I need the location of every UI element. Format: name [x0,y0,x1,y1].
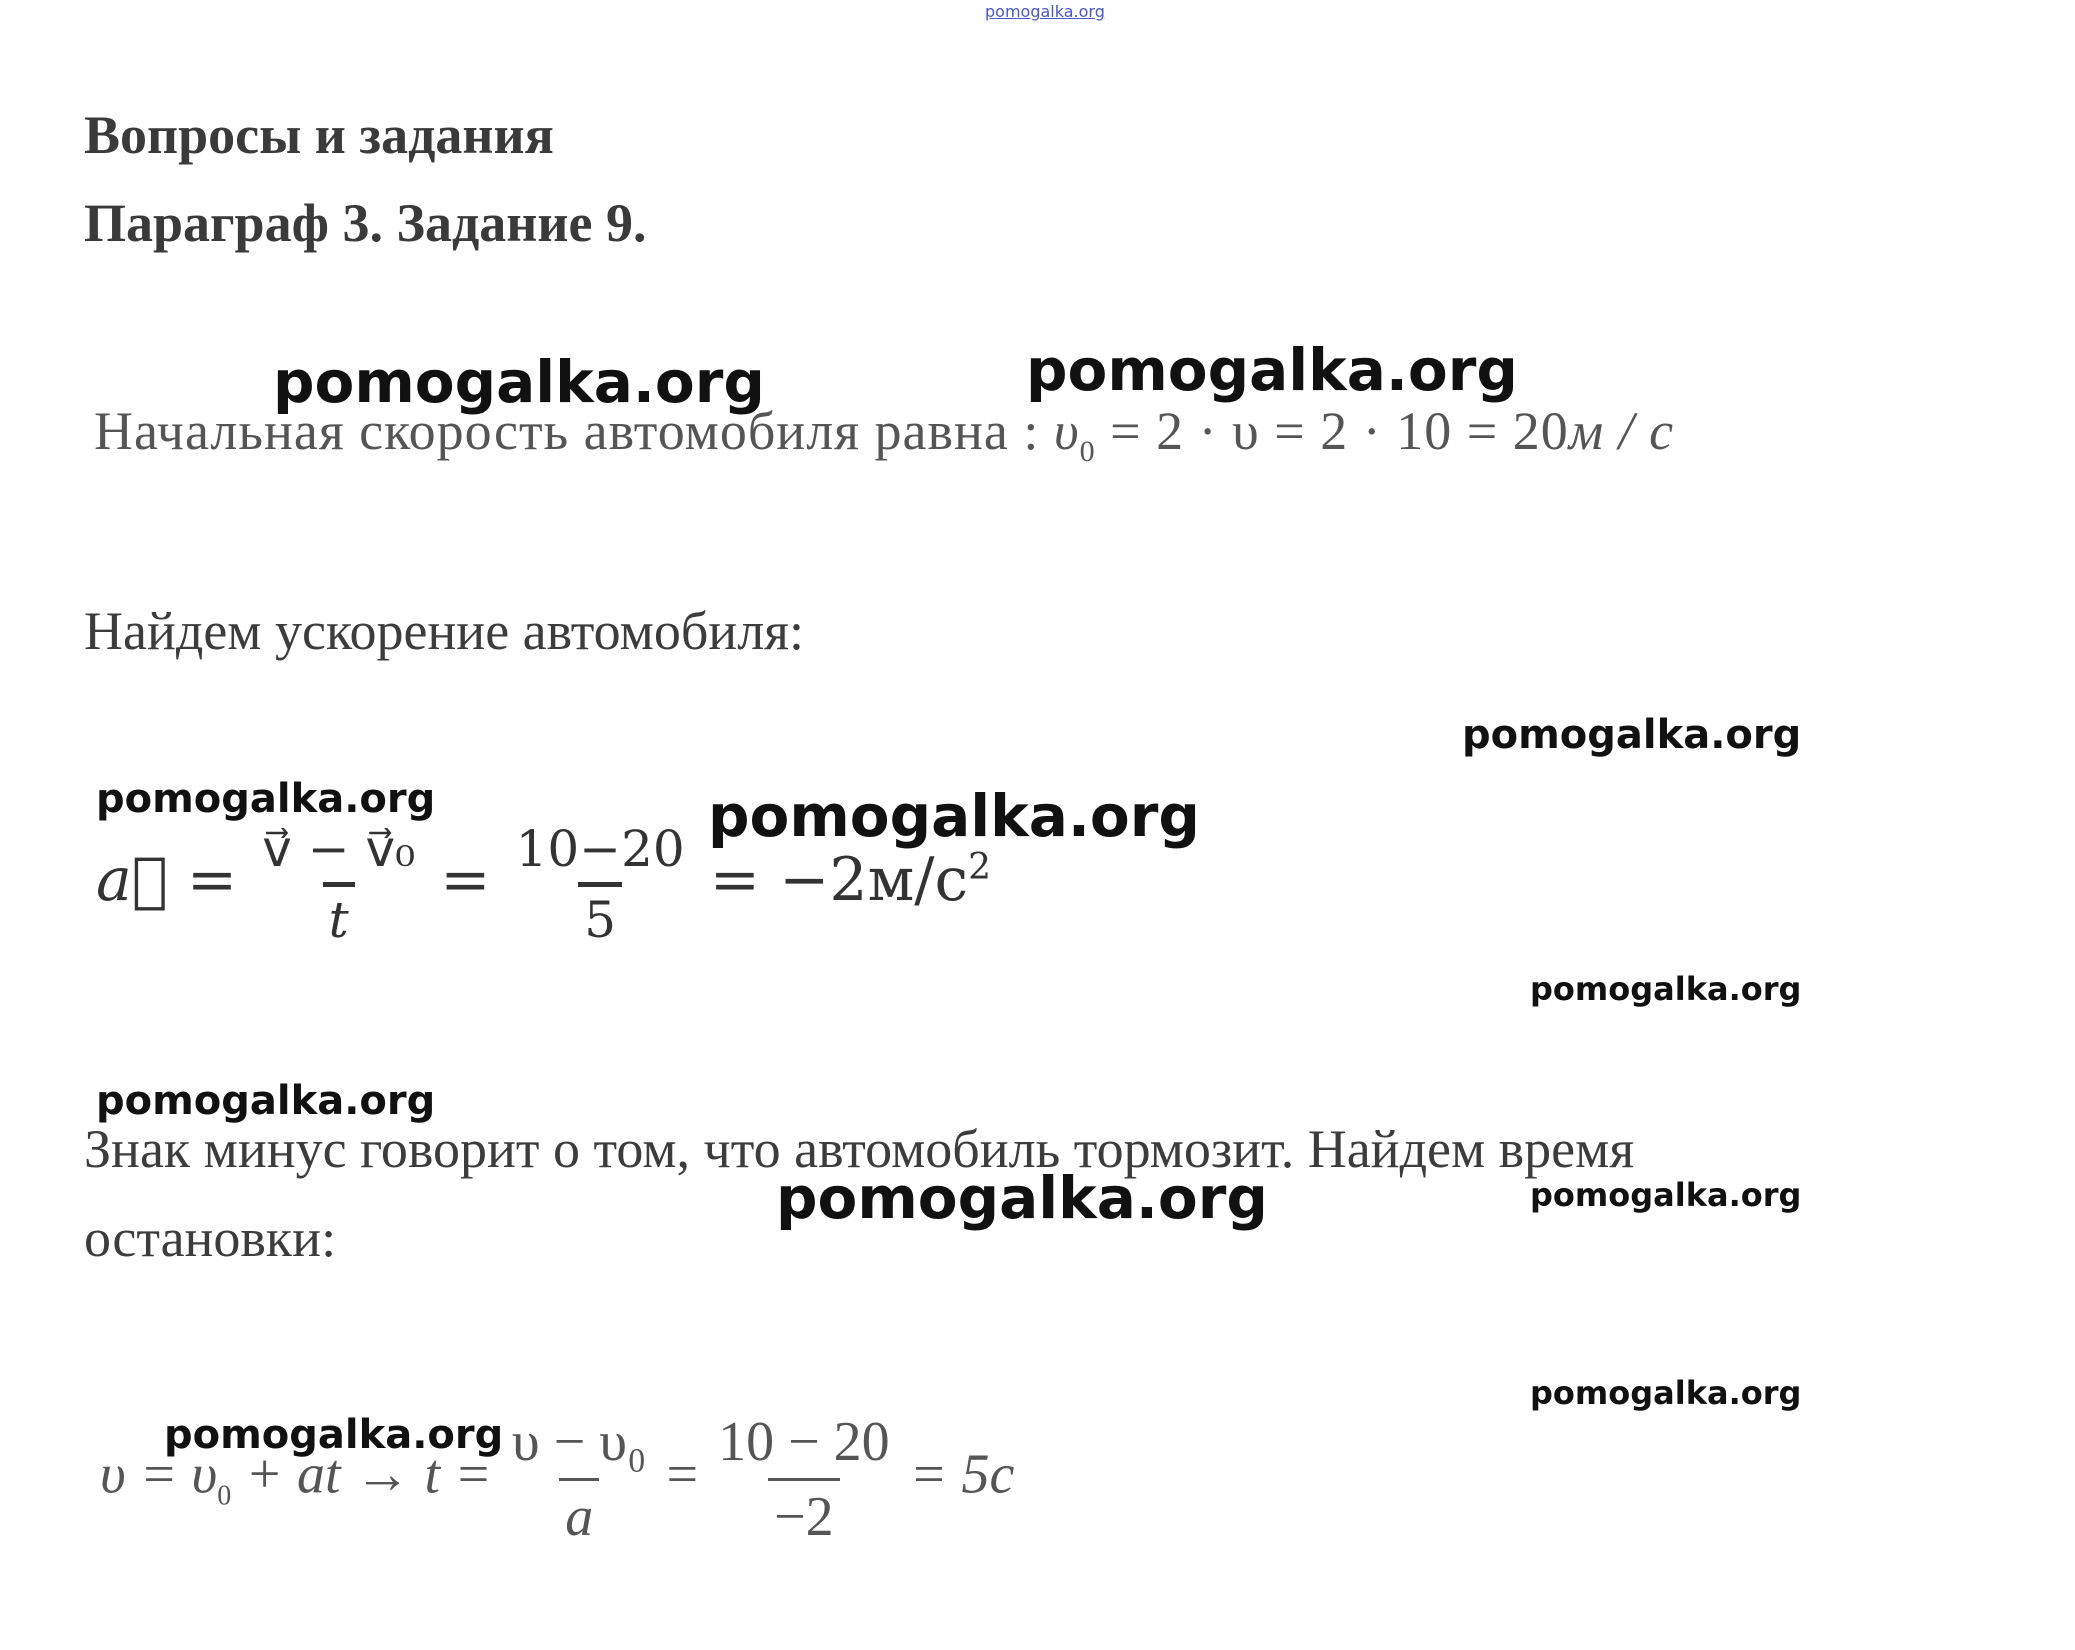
formula-rhs: = 2 · υ = 2 · 10 = 20 [1095,401,1569,461]
task-subtitle: Параграф 3. Задание 9. [84,193,647,253]
page-title: Вопросы и задания [84,105,554,165]
fraction-velocity-over-time [256,820,421,949]
formula-result: = 5c [909,1443,1015,1506]
fraction-numbers [510,820,691,949]
fraction-numerator: 10−20 [515,820,685,878]
equals-sign: = [186,845,238,916]
watermark: pomogalka.org [708,782,1200,850]
fraction-denominator: 5 [578,882,622,949]
watermark: pomogalka.org [96,776,436,822]
fraction-denominator [559,1478,599,1549]
formula-sub: 0 [1079,434,1096,468]
fraction-denominator-text: a [565,1486,594,1548]
watermark: pomogalka.org [776,1164,1268,1232]
formula-lhs: υ = υ [100,1443,218,1506]
watermark: pomogalka.org [164,1412,504,1458]
fraction-numerator: υ − υ₀ [511,1411,647,1473]
watermark: pomogalka.org [1530,1176,1802,1214]
equals-sign: = [440,845,491,916]
watermark: pomogalka.org [1530,970,1802,1008]
watermark: pomogalka.org [1026,336,1518,404]
fraction-denominator: −2 [768,1478,840,1549]
formula-exponent: 2 [968,847,991,889]
paragraph-acceleration: Найдем ускорение автомобиля: [84,601,804,661]
watermark: pomogalka.org [96,1078,436,1124]
formula-result: = −2м/с [709,845,969,916]
paragraph-braking-line2: остановки: [84,1208,337,1268]
formula-var: υ [1053,401,1080,461]
fraction-numerator: v⃗ − v⃗₀ [262,820,416,878]
fraction-velocity-over-acceleration [506,1410,653,1549]
formula-mid: + at → t = [231,1443,492,1506]
fraction-numerator: 10 − 20 [718,1411,890,1473]
formula-lhs: a⃗ [96,845,168,916]
watermark: pomogalka.org [1530,1374,1802,1412]
formula-sub: 0 [217,1480,232,1512]
paragraph-braking-line1: Знак минус говорит о том, что автомобиль тормозит. Найдем время [84,1119,1635,1179]
fraction-denominator [323,882,355,949]
watermark: pomogalka.org [1462,712,1802,758]
fraction-numbers [712,1410,896,1549]
site-link[interactable]: pomogalka.org [985,2,1105,21]
formula-label: Начальная скорость автомобиля равна : [94,401,1040,461]
formula-unit: м / с [1568,401,1675,461]
fraction-denominator-text: t [328,891,349,949]
watermark: pomogalka.org [273,348,765,416]
equals-sign: = [666,1443,699,1506]
